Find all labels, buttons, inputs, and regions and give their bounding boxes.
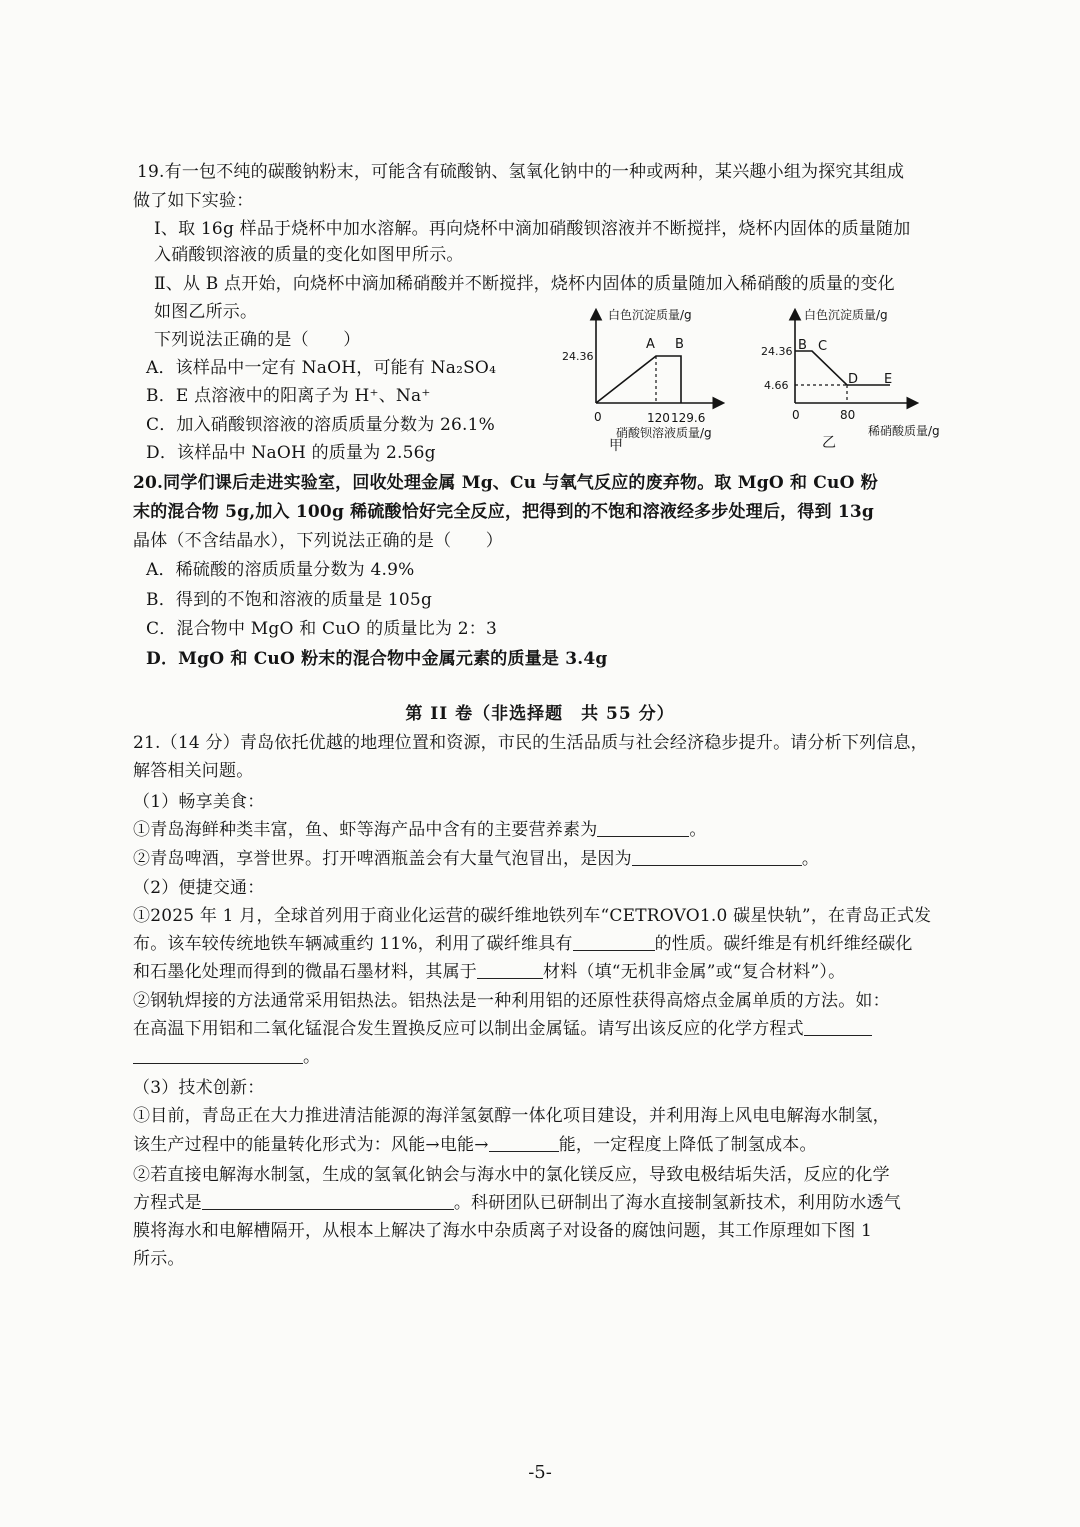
- q21-part3-a2: [133, 1133, 817, 1157]
- q21-part2-a1: ①2025 年 1 月，全球首列用于商业化运营的碳纤维地铁列车“CETROVO1.0 碳星快轨”，在青岛正式发: [133, 906, 932, 926]
- q21-part3-b1: ②若直接电解海水制氢，生成的氢氧化钠会与海水中的氯化镁反应，导致电极结垢失活，反应的化学: [133, 1165, 890, 1185]
- answer-blank[interactable]: [804, 1017, 872, 1036]
- q21-part3-b2: [133, 1191, 901, 1215]
- q20-option-d: D．MgO 和 CuO 粉末的混合物中金属元素的质量是 3.4g: [146, 649, 608, 669]
- q20-option-a: A．稀硫酸的溶质质量分数为 4.9%: [146, 560, 415, 580]
- chart-yi: [761, 307, 940, 451]
- q21-part1-b: [133, 847, 819, 871]
- chart-yi-xtick: 80: [840, 408, 856, 422]
- page-number: -5-: [528, 1462, 552, 1483]
- answer-blank[interactable]: [632, 847, 802, 866]
- chart-yi-ytick-1: 24.36: [761, 345, 793, 358]
- chart-yi-point-e-label: E: [884, 372, 893, 387]
- chart-yi-point-b-label: B: [798, 338, 807, 353]
- q21-part1-a-text: ①青岛海鲜种类丰富，鱼、虾等海产品中含有的主要营养素为: [133, 820, 598, 840]
- q21-part3-title: （3）技术创新：: [133, 1078, 265, 1098]
- q21-part2-a3-post: 材料（填“无机非金属”或“复合材料”）。: [543, 962, 846, 982]
- q21-part2-b3-end: 。: [303, 1047, 321, 1067]
- q19-stem-line1: 19.有一包不纯的碳酸钠粉末，可能含有硫酸钠、氢氧化钠中的一种或两种，某兴趣小组为探究其组成: [137, 162, 905, 182]
- q21-part3-b3: 膜将海水和电解槽隔开，从根本上解决了海水中杂质离子对设备的腐蚀问题，其工作原理如下图 1: [133, 1221, 873, 1241]
- chart-jia-ytick: 24.36: [562, 350, 594, 363]
- answer-blank[interactable]: [597, 818, 689, 837]
- chart-jia-title: 甲: [609, 438, 623, 454]
- q21-part1-a-end: 。: [689, 820, 707, 840]
- q19-option-a: A．该样品中一定有 NaOH，可能有 Na₂SO₄: [146, 358, 497, 378]
- chart-jia-xtick-2: 129.6: [671, 411, 706, 425]
- q21-part2-a3: [133, 960, 845, 984]
- section-title: 第 II 卷（非选择题 共 55 分）: [405, 704, 675, 724]
- q21-part2-a2-post: 的性质。碳纤维是有机纤维经碳化: [654, 934, 913, 954]
- chart-jia-origin: 0: [594, 410, 602, 424]
- q19-option-c: C．加入硝酸钡溶液的溶质质量分数为 26.1%: [146, 415, 496, 435]
- chart-yi-ylabel: 白色沉淀质量/g: [804, 308, 888, 322]
- answer-blank[interactable]: [489, 1133, 559, 1152]
- q19-step2-line1: Ⅱ、从 B 点开始，向烧杯中滴加稀硝酸并不断搅拌，烧杯内固体的质量随加入稀硝酸的质量的变化: [154, 274, 895, 294]
- q21-part2-title: （2）便捷交通：: [133, 878, 265, 898]
- q21-part2-a2: [133, 932, 913, 956]
- answer-blank[interactable]: [477, 960, 543, 979]
- q20-line3: 晶体（不含结晶水），下列说法正确的是（ ）: [133, 531, 503, 551]
- chart-yi-origin: 0: [792, 408, 800, 422]
- q21-part2-a3-pre: 和石墨化处理而得到的微晶石墨材料，其属于: [133, 962, 477, 982]
- chart-yi-title: 乙: [822, 435, 836, 451]
- q19-step2-line2: 如图乙所示。: [154, 302, 258, 322]
- answer-blank[interactable]: [202, 1191, 454, 1210]
- q21-part1-b-text: ②青岛啤酒，享誉世界。打开啤酒瓶盖会有大量气泡冒出，是因为: [133, 849, 632, 869]
- q19-stem-line2: 做了如下实验：: [133, 191, 254, 211]
- q21-part2-b2-text: 在高温下用铝和二氧化锰混合发生置换反应可以制出金属锰。请写出该反应的化学方程式: [133, 1019, 804, 1039]
- q21-part2-a2-pre: 布。该车较传统地铁车辆减重约 11%，利用了碳纤维具有: [133, 934, 573, 954]
- chart-yi-xlabel: 稀硝酸质量/g: [868, 424, 940, 438]
- q21-part1-a: [133, 818, 707, 842]
- q21-part3-b4: 所示。: [133, 1249, 185, 1269]
- chart-yi-ytick-2: 4.66: [764, 379, 789, 392]
- chart-yi-series-line: [795, 351, 893, 387]
- q21-part3-a1: ①目前，青岛正在大力推进清洁能源的海洋氢氨醇一体化项目建设，并利用海上风电电解海水制氢，: [133, 1106, 890, 1126]
- q21-intro-line1: 21.（14 分）青岛依托优越的地理位置和资源，市民的生活品质与社会经济稳步提升。请分析下列信息，: [133, 733, 928, 753]
- q21-part1-b-end: 。: [801, 849, 820, 869]
- chart-yi-point-d-label: D: [848, 372, 859, 387]
- q19-question: 下列说法正确的是（ ）: [154, 330, 361, 350]
- q20-line2: 末的混合物 5g,加入 100g 稀硫酸恰好完全反应，把得到的不饱和溶液经多步处理后，得到 13g: [133, 502, 875, 522]
- chart-jia-xtick-1: 120: [647, 411, 670, 425]
- q19-step1-line2: 入硝酸钡溶液的质量的变化如图甲所示。: [154, 245, 464, 265]
- q19-step1-line1: Ⅰ、取 16g 样品于烧杯中加水溶解。再向烧杯中滴加硝酸钡溶液并不断搅拌，烧杯内固体的质量随加: [154, 219, 911, 239]
- chart-jia-series-line: [596, 356, 681, 403]
- chart-jia-ylabel: 白色沉淀质量/g: [608, 308, 692, 322]
- chart-jia-xlabel: 硝酸钡溶液质量/g: [616, 426, 712, 440]
- q21-part2-b3: [133, 1045, 320, 1069]
- q19-option-d: D．该样品中 NaOH 的质量为 2.56g: [146, 443, 436, 463]
- q20-option-c: C．混合物中 MgO 和 CuO 的质量比为 2：3: [146, 619, 497, 639]
- q21-part3-a2-post: 能，一定程度上降低了制氢成本。: [558, 1135, 817, 1155]
- q21-intro-line2: 解答相关问题。: [133, 761, 254, 781]
- q19-option-b: B．E 点溶液中的阳离子为 H⁺、Na⁺: [146, 386, 431, 406]
- chart-yi-point-c-label: C: [818, 339, 828, 354]
- answer-blank[interactable]: [573, 932, 655, 951]
- q21-part2-b1: ②钢轨焊接的方法通常采用铝热法。铝热法是一种利用铝的还原性获得高熔点金属单质的方法。如：: [133, 991, 890, 1011]
- q19-charts: [560, 305, 960, 455]
- chart-jia-point-b-label: B: [675, 337, 684, 352]
- q21-part1-title: （1）畅享美食：: [133, 792, 265, 812]
- q20-line1: 20.同学们课后走进实验室，回收处理金属 Mg、Cu 与氧气反应的废弃物。取 MgO 和 CuO 粉: [133, 473, 878, 493]
- answer-blank[interactable]: [133, 1045, 303, 1064]
- q21-part3-b2-post: 。科研团队已研制出了海水直接制氢新技术，利用防水透气: [453, 1193, 902, 1213]
- q20-option-b: B．得到的不饱和溶液的质量是 105g: [146, 590, 433, 610]
- q21-part3-b2-pre: 方程式是: [133, 1193, 202, 1213]
- q21-part3-a2-pre: 该生产过程中的能量转化形式为：风能→电能→: [133, 1135, 489, 1155]
- chart-jia-point-a-label: A: [646, 337, 655, 352]
- q21-part2-b2: [133, 1017, 872, 1041]
- chart-jia: [562, 307, 722, 454]
